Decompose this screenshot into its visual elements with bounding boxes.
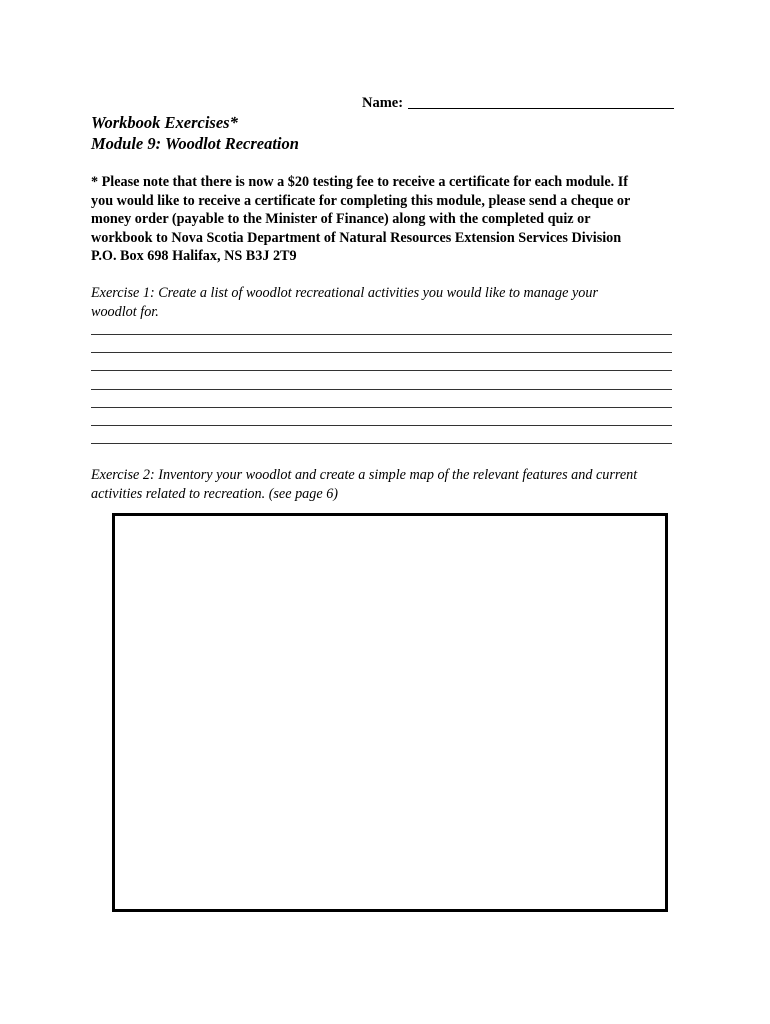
exercise-2-line: Exercise 2: Inventory your woodlot and create a simple map of the relevant features and current [91, 467, 638, 483]
name-label: Name: [362, 95, 404, 111]
note-line: you would like to receive a certificate for completing this module, please send a cheque or [91, 192, 631, 209]
name-field[interactable] [408, 92, 674, 109]
answer-line[interactable] [91, 334, 672, 352]
exercise-1-line: Exercise 1: Create a list of woodlot recreational activities you would like to manage your [91, 285, 598, 301]
exercise-2-line: activities related to recreation. (see page 6) [91, 485, 339, 502]
answer-line[interactable] [91, 443, 672, 461]
woodlot-map-drawing-box[interactable] [112, 513, 668, 912]
fee-note [91, 173, 681, 266]
answer-line[interactable] [91, 370, 672, 388]
title-workbook-exercises: Workbook Exercises* [91, 113, 238, 132]
exercise-1-prompt [91, 284, 691, 321]
note-line: * Please note that there is now a $20 testing fee to receive a certificate for each module. If [91, 174, 628, 190]
note-line: P.O. Box 698 Halifax, NS B3J 2T9 [91, 248, 297, 265]
exercise-1-line: woodlot for. [91, 303, 159, 320]
page-title [91, 112, 299, 154]
title-module: Module 9: Woodlot Recreation [91, 134, 299, 153]
answer-line[interactable] [91, 425, 672, 443]
answer-line[interactable] [91, 389, 672, 407]
answer-line[interactable] [91, 352, 672, 370]
name-row [362, 92, 674, 112]
answer-line[interactable] [91, 407, 672, 425]
note-line: workbook to Nova Scotia Department of Natural Resources Extension Services Division [91, 229, 622, 246]
exercise-2-prompt [91, 466, 691, 503]
note-line: money order (payable to the Minister of Finance) along with the completed quiz or [91, 211, 591, 228]
exercise-1-answer-lines [91, 334, 672, 461]
